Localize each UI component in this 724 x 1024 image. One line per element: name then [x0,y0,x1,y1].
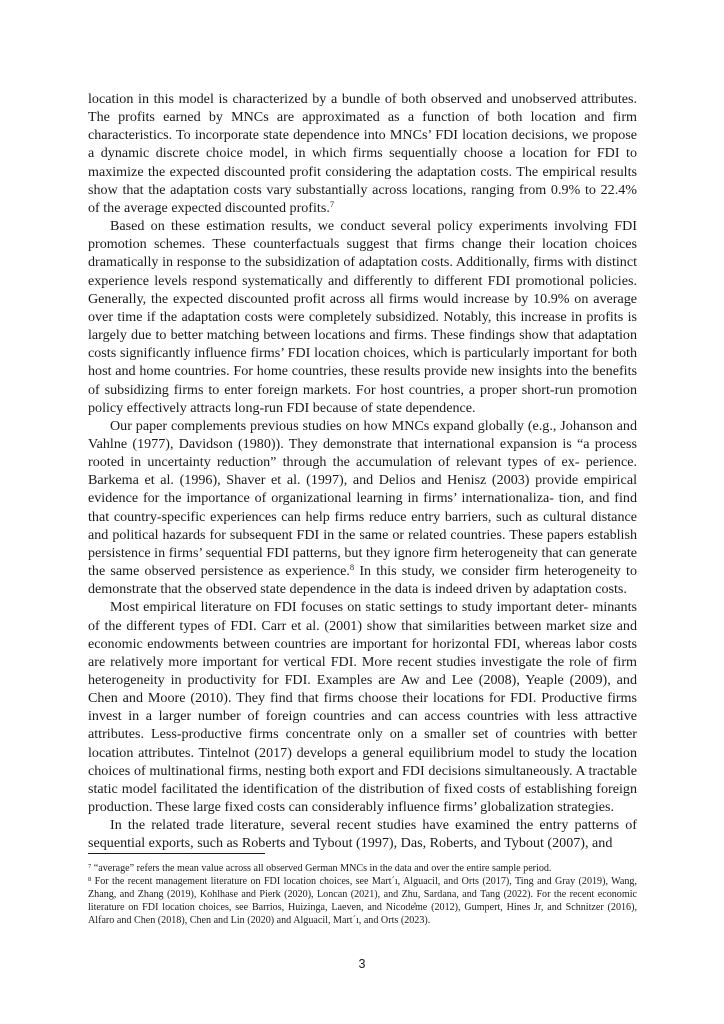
paragraph-text-continued: In this study, we consider firm heterogeneity to demonstrate that the observed state dependence in the data is indeed driven by adaptation costs. [88,563,637,598]
footnote-divider [88,853,265,854]
paragraph-text: In the related trade literature, several recent studies have examined the entry patterns of sequential exports, such as Roberts and Tybout (1997), Das, Roberts, and Tybout (2007), and [88,817,637,852]
footnote-text: “average” refers the mean value across all observed German MNCs in the data and over the entire sample period. [93,863,552,874]
body-text [88,90,637,853]
footnote-ref: 8 [349,562,355,573]
paragraph [88,816,637,852]
footnote [88,862,637,875]
paragraph [88,598,637,816]
paragraph [88,217,637,417]
paragraph-text: Based on these estimation results, we conduct several policy experiments involving FDI promotion schemes. These counterfactuals suggest that firms change their location choices dramatically in response to the subsidization of adaptation costs. Additionally, firms with distinct experience levels respond systematically and differently to different FDI promotional policies. Generally, the expected discounted profit across all firms would increase by 10.9% on average over time if the adaptation costs were completely subsidized. Notably, this increase in profits is largely due to better matching between locations and firms. These findings show that adaptation costs significantly influence firms’ FDI location choices, which is particularly important for both host and home countries. For home countries, these results provide new insights into the benefits of subsidizing firms to enter foreign markets. For host countries, a proper short-run promotion policy effectively attracts long-run FDI because of state dependence. [88,218,637,416]
footnotes [88,862,637,927]
paragraph-text: Most empirical literature on FDI focuses on static settings to study important deter- minants of the different types of FDI. Carr et al. (2001) show that similarities between market size and economic endowments between countries are important for horizontal FDI, whereas labor costs are relatively more important for vertical FDI. More recent studies investigate the role of firm heterogeneity in productivity for FDI. Examples are Aw and Lee (2008), Yeaple (2009), and Chen and Moore (2010). They find that firms choose their locations for FDI. Productive firms invest in a larger number of foreign countries and can access countries with less attractive attributes. Less-productive firms concentrate only on a smaller set of countries with better location attributes. Tintelnot (2017) develops a general equilibrium model to study the location choices of multinational firms, nesting both export and FDI decisions simultaneously. A tractable static model facilitated the identification of the distribution of fixed costs of establishing foreign production. These large fixed costs can considerably influence firms’ globalization strategies. [88,599,637,816]
paragraph [88,417,637,599]
page-number: 3 [358,957,366,971]
footnote-number: 7 [88,863,92,870]
paragraph-text: location in this model is characterized by a bundle of both observed and unobserved attributes. The profits earned by MNCs are approximated as a function of both location and firm characteristics. To incorporate state dependence into MNCs’ FDI location decisions, we propose a dynamic discrete choice model, in which firms sequentially choose a location for FDI to maximize the expected discounted profit considering the adaptation costs. The empirical results show that the adaptation costs vary substantially across locations, ranging from 0.9% to 22.4% of the average expected discounted profits. [88,91,637,216]
footnote-number: 8 [88,876,92,884]
paragraph-text: Our paper complements previous studies on how MNCs expand globally (e.g., Johanson and Vahlne (1977), Davidson (1980)). They demonstrate that international expansion is “a process rooted in uncertainty reduction” through the accumulation of relevant types of ex- perience. Barkema et al. (1996), Shaver et al. (1997), and Delios and Henisz (2003) provide empirical evidence for the importance of organizational learning in firms’ internationaliza- tion, and find that country-specific experiences can help firms reduce entry barriers, such as cultural distance and political hazards for subsequent FDI in the same or related countries. These papers establish persistence in firms’ sequential FDI patterns, but they ignore firm heterogeneity that can generate the same observed persistence as experience. [88,417,637,580]
footnote-text: For the recent management literature on FDI location choices, see Mart´ı, Alguacil, and Orts (2017), Ting and Gray (2019), Wang, Zhang, and Zhang (2019), Kohlhase and Pierk (2020), Loncan (2021), and Zhu, Sardana, and Tang (2022). For the recent economic literature on FDI location choices, see Barrios, Huizinga, Laeven, and Nicode̊me (2012), Gumpert, Hines Jr, and Schnitzer (2016), Alfaro and Chen (2018), Chen and Lin (2020) and Alguacil, Mart´ı, and Orts (2023). [88,876,637,927]
paragraph [88,90,637,217]
footnote-ref: 7 [329,198,335,209]
footnote [88,875,637,927]
